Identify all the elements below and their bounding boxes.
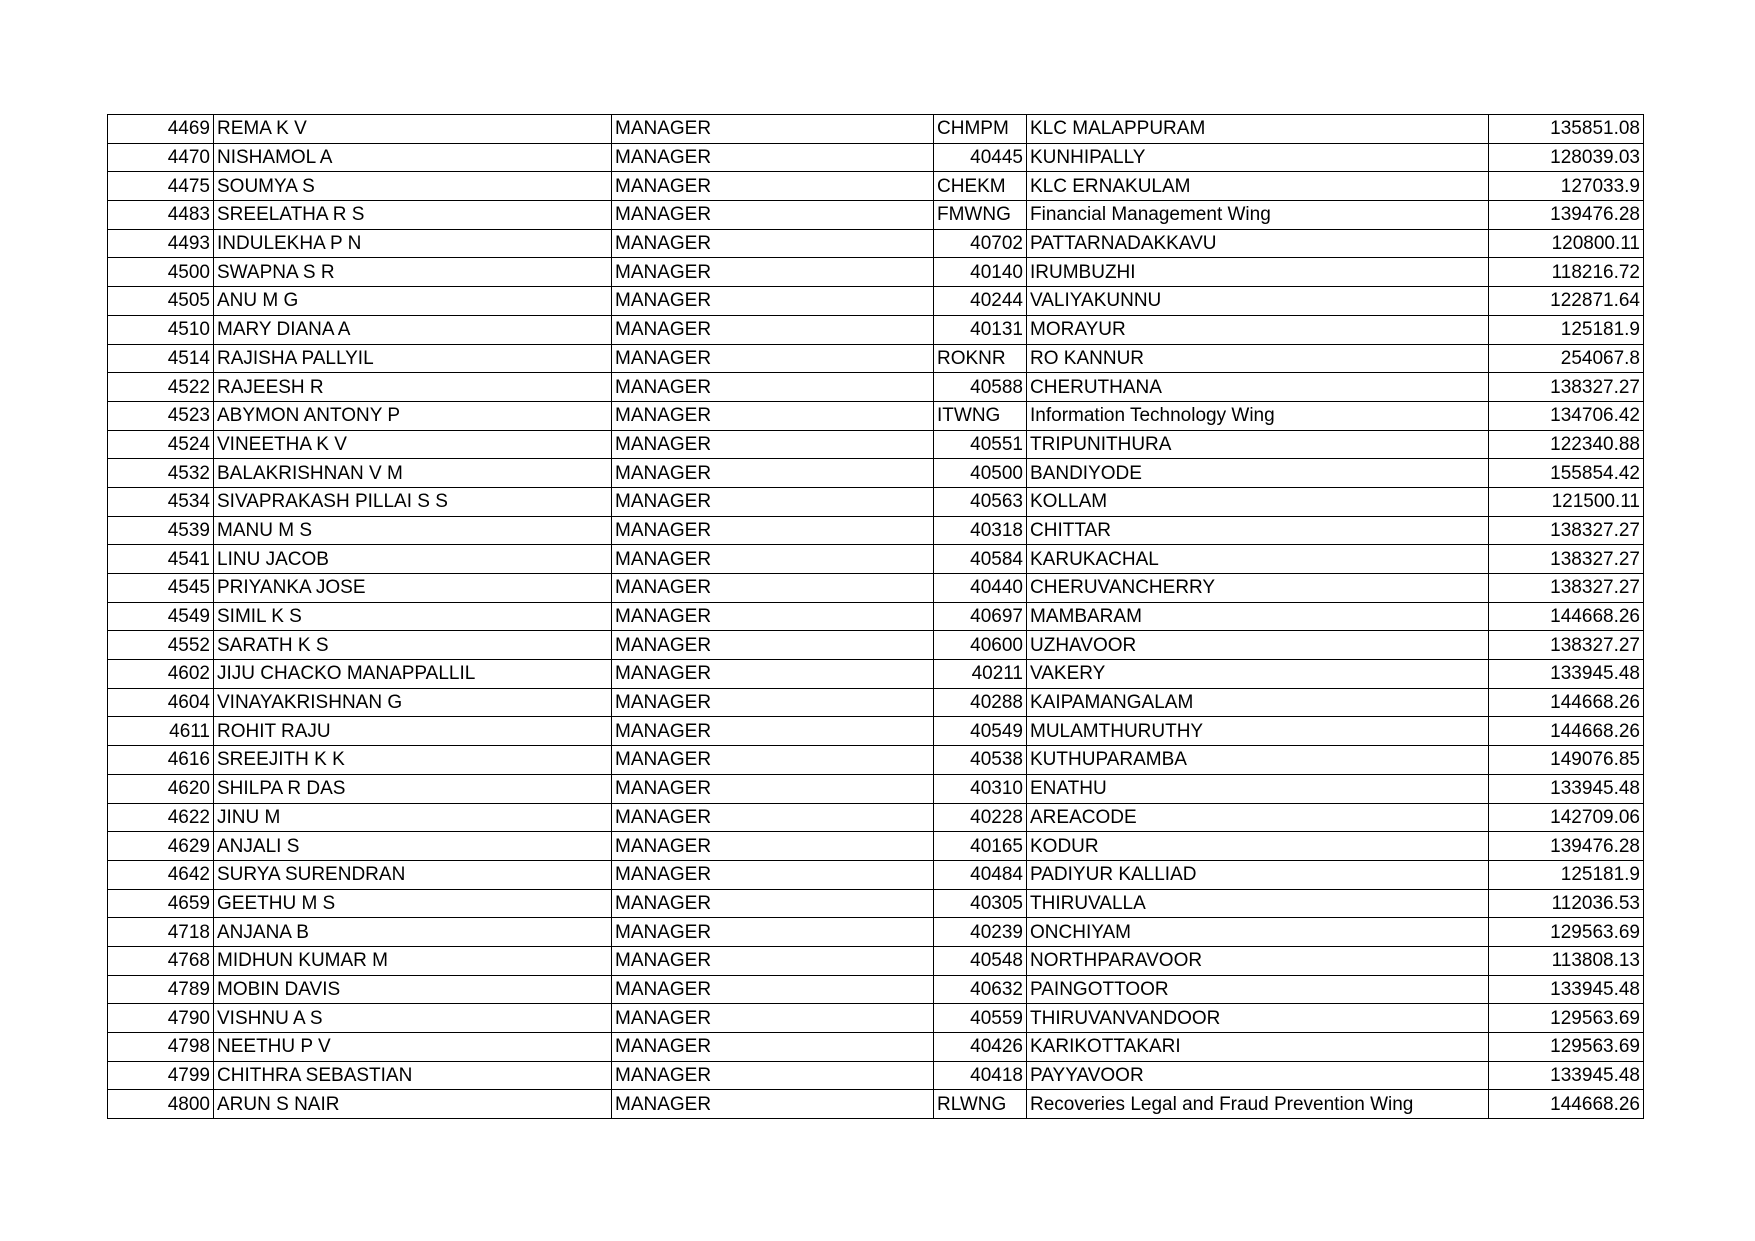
employee-name-cell: MIDHUN KUMAR M — [214, 946, 612, 975]
table-row — [108, 201, 1644, 230]
office-name-cell: AREACODE — [1027, 803, 1489, 832]
employee-table-body — [108, 115, 1644, 1119]
table-row — [108, 172, 1644, 201]
office-name-cell: KUTHUPARAMBA — [1027, 746, 1489, 775]
employee-id-cell: 4611 — [108, 717, 214, 746]
amount-cell: 122340.88 — [1489, 430, 1644, 459]
amount-cell: 155854.42 — [1489, 459, 1644, 488]
office-name-cell: THIRUVALLA — [1027, 889, 1489, 918]
table-row — [108, 287, 1644, 316]
office-code-cell: CHMPM — [934, 115, 1027, 144]
table-row — [108, 889, 1644, 918]
employee-name-cell: RAJISHA PALLYIL — [214, 344, 612, 373]
amount-cell: 144668.26 — [1489, 717, 1644, 746]
employee-id-cell: 4789 — [108, 975, 214, 1004]
employee-name-cell: ANJANA B — [214, 918, 612, 947]
table-row — [108, 344, 1644, 373]
office-name-cell: THIRUVANVANDOOR — [1027, 1004, 1489, 1033]
designation-cell: MANAGER — [612, 373, 934, 402]
amount-cell: 138327.27 — [1489, 516, 1644, 545]
employee-name-cell: LINU JACOB — [214, 545, 612, 574]
amount-cell: 133945.48 — [1489, 774, 1644, 803]
table-row — [108, 832, 1644, 861]
table-row — [108, 1090, 1644, 1119]
table-row — [108, 574, 1644, 603]
employee-id-cell: 4483 — [108, 201, 214, 230]
employee-name-cell: INDULEKHA P N — [214, 229, 612, 258]
employee-id-cell: 4534 — [108, 487, 214, 516]
office-name-cell: ENATHU — [1027, 774, 1489, 803]
office-name-cell: KARUKACHAL — [1027, 545, 1489, 574]
employee-name-cell: MANU M S — [214, 516, 612, 545]
employee-id-cell: 4541 — [108, 545, 214, 574]
employee-id-cell: 4790 — [108, 1004, 214, 1033]
office-name-cell: IRUMBUZHI — [1027, 258, 1489, 287]
amount-cell: 138327.27 — [1489, 574, 1644, 603]
employee-id-cell: 4505 — [108, 287, 214, 316]
office-name-cell: PADIYUR KALLIAD — [1027, 860, 1489, 889]
designation-cell: MANAGER — [612, 803, 934, 832]
office-code-cell: 40584 — [934, 545, 1027, 574]
office-name-cell: PAINGOTTOOR — [1027, 975, 1489, 1004]
table-row — [108, 545, 1644, 574]
office-code-cell: FMWNG — [934, 201, 1027, 230]
designation-cell: MANAGER — [612, 143, 934, 172]
amount-cell: 128039.03 — [1489, 143, 1644, 172]
employee-name-cell: ANJALI S — [214, 832, 612, 861]
office-code-cell: 40559 — [934, 1004, 1027, 1033]
amount-cell: 139476.28 — [1489, 832, 1644, 861]
table-row — [108, 688, 1644, 717]
employee-id-cell: 4514 — [108, 344, 214, 373]
designation-cell: MANAGER — [612, 516, 934, 545]
table-row — [108, 774, 1644, 803]
employee-id-cell: 4604 — [108, 688, 214, 717]
employee-name-cell: SIVAPRAKASH PILLAI S S — [214, 487, 612, 516]
designation-cell: MANAGER — [612, 401, 934, 430]
office-code-cell: 40549 — [934, 717, 1027, 746]
office-name-cell: Financial Management Wing — [1027, 201, 1489, 230]
office-code-cell: 40140 — [934, 258, 1027, 287]
table-row — [108, 459, 1644, 488]
office-name-cell: UZHAVOOR — [1027, 631, 1489, 660]
office-name-cell: Recoveries Legal and Fraud Prevention Wing — [1027, 1090, 1489, 1119]
employee-name-cell: SIMIL K S — [214, 602, 612, 631]
employee-id-cell: 4523 — [108, 401, 214, 430]
amount-cell: 138327.27 — [1489, 545, 1644, 574]
employee-id-cell: 4798 — [108, 1033, 214, 1062]
employee-name-cell: NISHAMOL A — [214, 143, 612, 172]
amount-cell: 134706.42 — [1489, 401, 1644, 430]
employee-name-cell: NEETHU P V — [214, 1033, 612, 1062]
office-code-cell: 40632 — [934, 975, 1027, 1004]
employee-name-cell: SURYA SURENDRAN — [214, 860, 612, 889]
employee-id-cell: 4616 — [108, 746, 214, 775]
office-code-cell: 40239 — [934, 918, 1027, 947]
employee-name-cell: JINU M — [214, 803, 612, 832]
designation-cell: MANAGER — [612, 774, 934, 803]
table-row — [108, 717, 1644, 746]
amount-cell: 129563.69 — [1489, 1004, 1644, 1033]
amount-cell: 254067.8 — [1489, 344, 1644, 373]
employee-id-cell: 4602 — [108, 660, 214, 689]
amount-cell: 149076.85 — [1489, 746, 1644, 775]
employee-name-cell: VISHNU A S — [214, 1004, 612, 1033]
office-code-cell: 40702 — [934, 229, 1027, 258]
amount-cell: 138327.27 — [1489, 373, 1644, 402]
amount-cell: 127033.9 — [1489, 172, 1644, 201]
office-name-cell: KLC MALAPPURAM — [1027, 115, 1489, 144]
employee-name-cell: BALAKRISHNAN V M — [214, 459, 612, 488]
office-code-cell: 40697 — [934, 602, 1027, 631]
designation-cell: MANAGER — [612, 832, 934, 861]
office-code-cell: ITWNG — [934, 401, 1027, 430]
office-name-cell: KLC ERNAKULAM — [1027, 172, 1489, 201]
office-code-cell: 40131 — [934, 315, 1027, 344]
designation-cell: MANAGER — [612, 574, 934, 603]
office-code-cell: 40538 — [934, 746, 1027, 775]
amount-cell: 133945.48 — [1489, 660, 1644, 689]
designation-cell: MANAGER — [612, 918, 934, 947]
designation-cell: MANAGER — [612, 287, 934, 316]
employee-id-cell: 4799 — [108, 1061, 214, 1090]
table-row — [108, 946, 1644, 975]
employee-id-cell: 4622 — [108, 803, 214, 832]
designation-cell: MANAGER — [612, 459, 934, 488]
amount-cell: 125181.9 — [1489, 315, 1644, 344]
employee-id-cell: 4800 — [108, 1090, 214, 1119]
table-row — [108, 602, 1644, 631]
office-name-cell: RO KANNUR — [1027, 344, 1489, 373]
table-row — [108, 803, 1644, 832]
office-name-cell: ONCHIYAM — [1027, 918, 1489, 947]
office-name-cell: Information Technology Wing — [1027, 401, 1489, 430]
designation-cell: MANAGER — [612, 946, 934, 975]
office-name-cell: KUNHIPALLY — [1027, 143, 1489, 172]
employee-id-cell: 4629 — [108, 832, 214, 861]
employee-name-cell: SREEJITH K K — [214, 746, 612, 775]
office-name-cell: MAMBARAM — [1027, 602, 1489, 631]
office-code-cell: 40484 — [934, 860, 1027, 889]
designation-cell: MANAGER — [612, 1090, 934, 1119]
table-row — [108, 975, 1644, 1004]
employee-id-cell: 4620 — [108, 774, 214, 803]
designation-cell: MANAGER — [612, 1033, 934, 1062]
table-row — [108, 373, 1644, 402]
office-name-cell: NORTHPARAVOOR — [1027, 946, 1489, 975]
table-row — [108, 115, 1644, 144]
designation-cell: MANAGER — [612, 545, 934, 574]
amount-cell: 112036.53 — [1489, 889, 1644, 918]
amount-cell: 144668.26 — [1489, 688, 1644, 717]
amount-cell: 118216.72 — [1489, 258, 1644, 287]
office-name-cell: VAKERY — [1027, 660, 1489, 689]
amount-cell: 129563.69 — [1489, 918, 1644, 947]
office-code-cell: 40548 — [934, 946, 1027, 975]
table-row — [108, 229, 1644, 258]
table-row — [108, 487, 1644, 516]
designation-cell: MANAGER — [612, 344, 934, 373]
table-row — [108, 430, 1644, 459]
designation-cell: MANAGER — [612, 258, 934, 287]
amount-cell: 129563.69 — [1489, 1033, 1644, 1062]
office-code-cell: 40551 — [934, 430, 1027, 459]
office-name-cell: KOLLAM — [1027, 487, 1489, 516]
office-code-cell: 40440 — [934, 574, 1027, 603]
employee-id-cell: 4768 — [108, 946, 214, 975]
designation-cell: MANAGER — [612, 889, 934, 918]
office-name-cell: CHERUVANCHERRY — [1027, 574, 1489, 603]
office-name-cell: CHERUTHANA — [1027, 373, 1489, 402]
office-name-cell: BANDIYODE — [1027, 459, 1489, 488]
designation-cell: MANAGER — [612, 487, 934, 516]
amount-cell: 144668.26 — [1489, 602, 1644, 631]
designation-cell: MANAGER — [612, 717, 934, 746]
office-code-cell: 40445 — [934, 143, 1027, 172]
office-name-cell: KODUR — [1027, 832, 1489, 861]
table-row — [108, 1061, 1644, 1090]
employee-id-cell: 4524 — [108, 430, 214, 459]
employee-name-cell: GEETHU M S — [214, 889, 612, 918]
employee-id-cell: 4470 — [108, 143, 214, 172]
amount-cell: 122871.64 — [1489, 287, 1644, 316]
office-name-cell: TRIPUNITHURA — [1027, 430, 1489, 459]
designation-cell: MANAGER — [612, 660, 934, 689]
office-code-cell: 40500 — [934, 459, 1027, 488]
office-name-cell: VALIYAKUNNU — [1027, 287, 1489, 316]
employee-name-cell: SOUMYA S — [214, 172, 612, 201]
amount-cell: 142709.06 — [1489, 803, 1644, 832]
amount-cell: 144668.26 — [1489, 1090, 1644, 1119]
table-row — [108, 258, 1644, 287]
employee-name-cell: RAJEESH R — [214, 373, 612, 402]
table-row — [108, 143, 1644, 172]
office-name-cell: PATTARNADAKKAVU — [1027, 229, 1489, 258]
employee-id-cell: 4539 — [108, 516, 214, 545]
employee-id-cell: 4545 — [108, 574, 214, 603]
table-row — [108, 516, 1644, 545]
employee-name-cell: ANU M G — [214, 287, 612, 316]
employee-name-cell: REMA K V — [214, 115, 612, 144]
employee-id-cell: 4522 — [108, 373, 214, 402]
office-code-cell: 40305 — [934, 889, 1027, 918]
employee-name-cell: CHITHRA SEBASTIAN — [214, 1061, 612, 1090]
designation-cell: MANAGER — [612, 172, 934, 201]
employee-name-cell: JIJU CHACKO MANAPPALLIL — [214, 660, 612, 689]
office-code-cell: 40563 — [934, 487, 1027, 516]
amount-cell: 121500.11 — [1489, 487, 1644, 516]
amount-cell: 133945.48 — [1489, 975, 1644, 1004]
office-code-cell: 40165 — [934, 832, 1027, 861]
employee-id-cell: 4469 — [108, 115, 214, 144]
office-code-cell: 40426 — [934, 1033, 1027, 1062]
office-code-cell: 40288 — [934, 688, 1027, 717]
employee-name-cell: SARATH K S — [214, 631, 612, 660]
amount-cell: 138327.27 — [1489, 631, 1644, 660]
office-code-cell: CHEKM — [934, 172, 1027, 201]
employee-name-cell: ROHIT RAJU — [214, 717, 612, 746]
designation-cell: MANAGER — [612, 1061, 934, 1090]
amount-cell: 133945.48 — [1489, 1061, 1644, 1090]
employee-id-cell: 4718 — [108, 918, 214, 947]
designation-cell: MANAGER — [612, 602, 934, 631]
office-code-cell: 40310 — [934, 774, 1027, 803]
table-row — [108, 631, 1644, 660]
designation-cell: MANAGER — [612, 115, 934, 144]
amount-cell: 113808.13 — [1489, 946, 1644, 975]
designation-cell: MANAGER — [612, 688, 934, 717]
employee-name-cell: MOBIN DAVIS — [214, 975, 612, 1004]
office-name-cell: KAIPAMANGALAM — [1027, 688, 1489, 717]
table-row — [108, 918, 1644, 947]
employee-id-cell: 4549 — [108, 602, 214, 631]
employee-id-cell: 4475 — [108, 172, 214, 201]
employee-id-cell: 4510 — [108, 315, 214, 344]
table-row — [108, 1004, 1644, 1033]
employee-name-cell: SHILPA R DAS — [214, 774, 612, 803]
table-row — [108, 315, 1644, 344]
employee-id-cell: 4532 — [108, 459, 214, 488]
amount-cell: 125181.9 — [1489, 860, 1644, 889]
employee-id-cell: 4552 — [108, 631, 214, 660]
employee-id-cell: 4500 — [108, 258, 214, 287]
office-name-cell: CHITTAR — [1027, 516, 1489, 545]
designation-cell: MANAGER — [612, 1004, 934, 1033]
employee-table — [107, 114, 1644, 1119]
office-code-cell: 40228 — [934, 803, 1027, 832]
table-row — [108, 1033, 1644, 1062]
table-row — [108, 401, 1644, 430]
employee-name-cell: ARUN S NAIR — [214, 1090, 612, 1119]
designation-cell: MANAGER — [612, 430, 934, 459]
office-code-cell: ROKNR — [934, 344, 1027, 373]
office-code-cell: RLWNG — [934, 1090, 1027, 1119]
employee-name-cell: VINAYAKRISHNAN G — [214, 688, 612, 717]
designation-cell: MANAGER — [612, 746, 934, 775]
office-code-cell: 40588 — [934, 373, 1027, 402]
office-code-cell: 40418 — [934, 1061, 1027, 1090]
table-row — [108, 860, 1644, 889]
designation-cell: MANAGER — [612, 315, 934, 344]
designation-cell: MANAGER — [612, 975, 934, 1004]
office-name-cell: KARIKOTTAKARI — [1027, 1033, 1489, 1062]
table-row — [108, 660, 1644, 689]
employee-id-cell: 4659 — [108, 889, 214, 918]
designation-cell: MANAGER — [612, 631, 934, 660]
office-code-cell: 40318 — [934, 516, 1027, 545]
amount-cell: 120800.11 — [1489, 229, 1644, 258]
table-row — [108, 746, 1644, 775]
office-code-cell: 40244 — [934, 287, 1027, 316]
employee-id-cell: 4642 — [108, 860, 214, 889]
employee-name-cell: VINEETHA K V — [214, 430, 612, 459]
designation-cell: MANAGER — [612, 860, 934, 889]
office-name-cell: MULAMTHURUTHY — [1027, 717, 1489, 746]
designation-cell: MANAGER — [612, 201, 934, 230]
amount-cell: 135851.08 — [1489, 115, 1644, 144]
office-name-cell: MORAYUR — [1027, 315, 1489, 344]
office-code-cell: 40211 — [934, 660, 1027, 689]
office-name-cell: PAYYAVOOR — [1027, 1061, 1489, 1090]
employee-name-cell: SWAPNA S R — [214, 258, 612, 287]
designation-cell: MANAGER — [612, 229, 934, 258]
employee-name-cell: PRIYANKA JOSE — [214, 574, 612, 603]
office-code-cell: 40600 — [934, 631, 1027, 660]
employee-name-cell: SREELATHA R S — [214, 201, 612, 230]
amount-cell: 139476.28 — [1489, 201, 1644, 230]
employee-name-cell: ABYMON ANTONY P — [214, 401, 612, 430]
employee-id-cell: 4493 — [108, 229, 214, 258]
employee-name-cell: MARY DIANA A — [214, 315, 612, 344]
